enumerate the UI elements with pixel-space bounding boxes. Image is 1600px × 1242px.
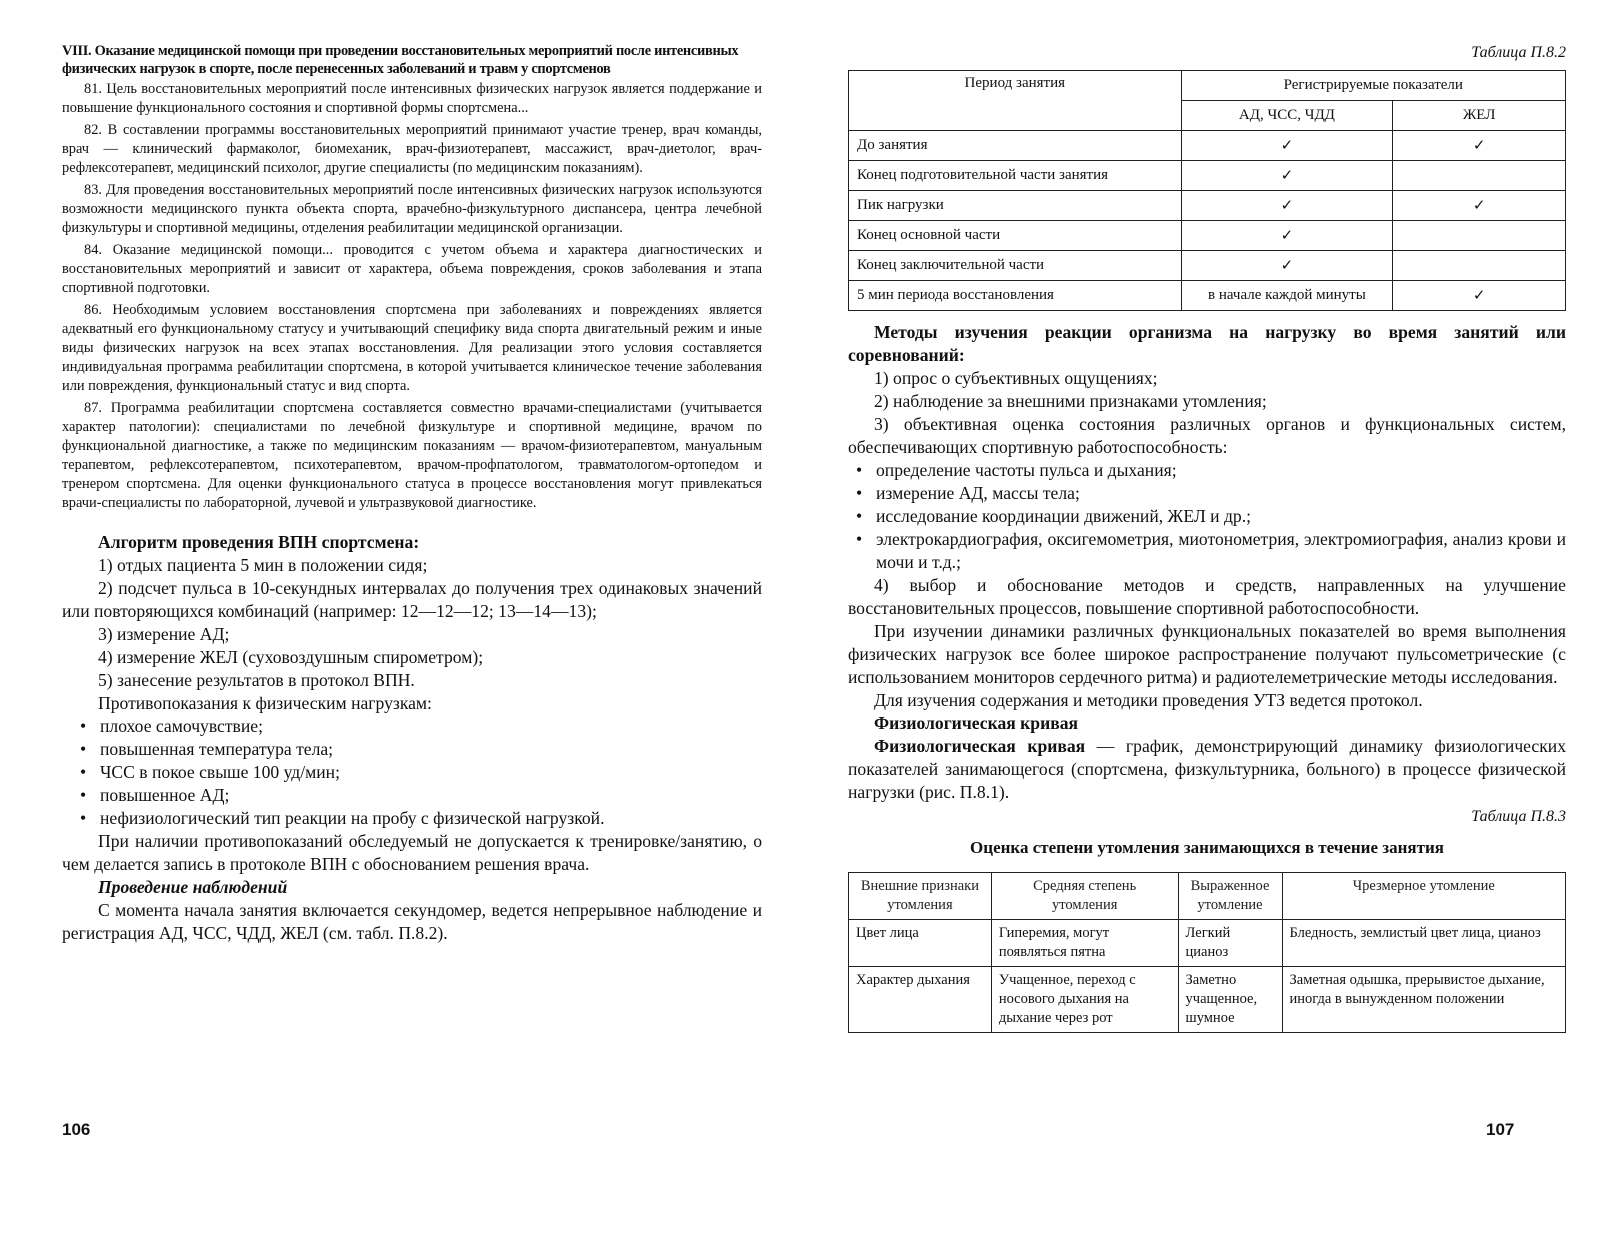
table-83-cell: Легкий цианоз: [1178, 920, 1282, 967]
curve-heading: Физиологическая кривая: [874, 713, 1079, 733]
checkmark-icon: ✓: [1181, 191, 1393, 221]
methods-bullet: • определение частоты пульса и дыхания;: [850, 459, 1566, 482]
checkmark-icon: ✓: [1181, 161, 1393, 191]
table-82-period-cell: Конец заключительной части: [849, 251, 1182, 281]
right-text-column: [848, 42, 1566, 1033]
page-number-left: 106: [62, 1120, 91, 1139]
page-number-right: 107: [1486, 1120, 1515, 1139]
algorithm-step: 2) подсчет пульса в 10-секундных интервалах до получения трех одинаковых значений или повторяющихся комбинаций (например: 12—12—12; 13—14—13);: [62, 578, 762, 621]
right-page: [800, 0, 1600, 1242]
table-row: [849, 191, 1566, 221]
algorithm-steps: [62, 554, 762, 692]
checkmark-icon: ✓: [1393, 131, 1566, 161]
checkmark-icon: ✓: [1181, 251, 1393, 281]
table-row: [849, 161, 1566, 191]
table-83-header-row: [849, 873, 1566, 920]
checkmark-icon: ✓: [1181, 221, 1393, 251]
algorithm-step: 4) измерение ЖЕЛ (суховоздушным спирометром);: [98, 647, 484, 667]
contraindication-item: • повышенная температура тела;: [74, 738, 762, 761]
methods-bullets: [848, 459, 1566, 574]
table-82-period-cell: До занятия: [849, 131, 1182, 161]
checkmark-icon: ✓: [1181, 131, 1393, 161]
methods-bullet: • исследование координации движений, ЖЕЛ и др.;: [850, 505, 1566, 528]
methods-item: 2) наблюдение за внешними признаками утомления;: [874, 391, 1267, 411]
curve-term: Физиологическая кривая: [874, 736, 1086, 756]
table-83-cell: Заметно учащенное, шумное: [1178, 967, 1282, 1033]
numbered-paragraphs: [62, 80, 762, 513]
methods-item: 1) опрос о субъективных ощущениях;: [874, 368, 1158, 388]
table-83-header-cell: Средняя степень утомления: [991, 873, 1178, 920]
table-83-cell: Учащенное, переход с носового дыхания на дыхание через рот: [991, 967, 1178, 1033]
paragraph-81: 81. Цель восстановительных мероприятий после интенсивных физических нагрузок является поддержание и повышение функционального состояния и спортивной формы спортсмена...: [62, 81, 762, 116]
methods-item: 4) выбор и обоснование методов и средств, направленных на улучшение восстановительных процессов, повышение спортивной работоспособности.: [848, 575, 1566, 618]
methods-bullet: • измерение АД, массы тела;: [850, 482, 1566, 505]
table-83-header-cell: Чрезмерное утомление: [1282, 873, 1566, 920]
table-82-header-sub2: ЖЕЛ: [1393, 101, 1566, 131]
paragraph-83: 83. Для проведения восстановительных мероприятий после интенсивных физических нагрузок используются возможности медицинского пункта объекта спорта, врачебно-физкультурного диспансера, центра лечебной физкультуры и спортивной медицины, отделения реабилитации медицинской организации.: [62, 182, 762, 236]
contraindication-item: • повышенное АД;: [74, 784, 762, 807]
table-83-cell: Цвет лица: [849, 920, 992, 967]
table-82-period-cell: Конец основной части: [849, 221, 1182, 251]
observation-text: С момента начала занятия включается секундомер, ведется непрерывное наблюдение и регистрация АД, ЧСС, ЧДД, ЖЕЛ (см. табл. П.8.2).: [62, 900, 762, 943]
table-82-caption: Таблица П.8.2: [1471, 44, 1566, 61]
paragraph-82: 82. В составлении программы восстановительных мероприятий принимают участие тренер, врач команды, врач — клинический фармаколог, биомеханик, врач-физиотерапевт, массажист, врач-диетолог, врач-рефлексотерапевт, медицинский психолог, другие специалисты (по медицинским показаниям).: [62, 122, 762, 176]
algorithm-heading: Алгоритм проведения ВПН спортсмена:: [98, 532, 420, 552]
protocol-paragraph: Для изучения содержания и методики проведения УТЗ ведется протокол.: [874, 690, 1423, 710]
left-text-column: [62, 42, 762, 945]
checkmark-icon: ✓: [1393, 281, 1566, 311]
checkmark-icon: ✓: [1393, 191, 1566, 221]
observation-heading: Проведение наблюдений: [98, 877, 288, 897]
table-83-cell: Бледность, землистый цвет лица, цианоз: [1282, 920, 1566, 967]
contraindication-item: • плохое самочувствие;: [74, 715, 762, 738]
methods-item: 3) объективная оценка состояния различных органов и функциональных систем, обеспечивающих спортивную работоспособность:: [848, 414, 1566, 457]
table-row: [849, 131, 1566, 161]
table-82-header-indicators: Регистрируемые показатели: [1181, 71, 1565, 101]
left-page: [0, 0, 790, 1242]
curve-definition-text: — график, демонстрирующий динамику физиологических показателей занимающегося (спортсмена, физкультурника, больного) в процессе физической нагрузки (рис. П.8.1).: [848, 736, 1566, 802]
table-row: [849, 281, 1566, 311]
table-83-cell: Характер дыхания: [849, 967, 992, 1033]
table-82-header-period: Период занятия: [849, 71, 1182, 131]
methods-heading: Методы изучения реакции организма на нагрузку во время занятий или соревнований:: [848, 322, 1566, 365]
table-83-cell: Заметная одышка, прерывистое дыхание, иногда в вынужденном положении: [1282, 967, 1566, 1033]
paragraph-87: 87. Программа реабилитации спортсмена составляется совместно врачами-специалистами (учитывается характер патологии): специалистами по лечебной физкультуре и спортивной медицине, врачом по функциональной диагностике, а также по медицинским показаниям — врачом-физиотерапевтом, мануальным терапевтом, рефлексотерапевтом, психотерапевтом, врачом-профпатологом, травматологом-ортопедом и тренером спортсмена. Для оценки функционального статуса в процессе восстановления могут привлекаться врачи-специалисты по лабораторной, лучевой и ультразвуковой диагностике.: [62, 400, 762, 511]
algorithm-step: 3) измерение АД;: [98, 624, 230, 644]
table-row: [849, 221, 1566, 251]
table-82-empty-cell: [1393, 221, 1566, 251]
table-82-period-cell: Пик нагрузки: [849, 191, 1182, 221]
algorithm-step: 1) отдых пациента 5 мин в положении сидя;: [98, 555, 428, 575]
contraindication-item: • нефизиологический тип реакции на пробу с физической нагрузкой.: [74, 807, 762, 830]
table-82-header-sub1: АД, ЧСС, ЧДД: [1181, 101, 1393, 131]
table-82-period-cell: 5 мин периода восстановления: [849, 281, 1182, 311]
table-83-cell: Гиперемия, могут появляться пятна: [991, 920, 1178, 967]
table-82-empty-cell: [1393, 161, 1566, 191]
contraindications-list: [62, 715, 762, 830]
methods-section: [848, 321, 1566, 804]
table-83-header-cell: Внешние признаки утомления: [849, 873, 992, 920]
paragraph-84: 84. Оказание медицинской помощи... проводится с учетом объема и характера диагностических и восстановительных мероприятий и зависит от характера, объема повреждения, сроков заболевания и этапа спортивной подготовки.: [62, 242, 762, 296]
contraindications-note: При наличии противопоказаний обследуемый не допускается к тренировке/занятию, о чем делается запись в протоколе ВПН с обоснованием решения врача.: [62, 831, 762, 874]
curve-definition: [848, 735, 1566, 804]
contraindication-item: • ЧСС в покое свыше 100 уд/мин;: [74, 761, 762, 784]
table-83: [848, 872, 1566, 1033]
table-82-period-cell: Конец подготовительной части занятия: [849, 161, 1182, 191]
table-row: [849, 251, 1566, 281]
table-82-note-cell: в начале каждой минуты: [1181, 281, 1393, 311]
table-83-title: Оценка степени утомления занимающихся в течение занятия: [970, 838, 1444, 857]
paragraph-86: 86. Необходимым условием восстановления спортсмена при заболеваниях и повреждениях является адекватный его функциональному статусу и учитывающий специфику вида спорта двигательный режим и иные виды физических нагрузок на всех этапах восстановления. Для реализации этого условия составляется индивидуальная программа реабилитации спортсмена, в которой учитывается клиническое течение заболевания или повреждения, функциональный статус и вид спорта.: [62, 302, 762, 394]
table-row: [849, 920, 1566, 967]
table-83-caption: Таблица П.8.3: [1471, 808, 1566, 825]
table-82: [848, 70, 1566, 311]
methods-bullet: • электрокардиография, оксигемометрия, миотонометрия, электромиография, анализ крови и мочи и т.д.;: [850, 528, 1566, 574]
algorithm-section: [62, 531, 762, 945]
table-83-header-cell: Выраженное утомление: [1178, 873, 1282, 920]
algorithm-step: 5) занесение результатов в протокол ВПН.: [98, 670, 415, 690]
dynamics-paragraph: При изучении динамики различных функциональных показателей во время выполнения физических нагрузок все более широкое распространение получают пульсометрические (с использованием мониторов сердечного ритма) и радиотелеметрические методы исследования.: [848, 621, 1566, 687]
table-row: [849, 967, 1566, 1033]
table-82-empty-cell: [1393, 251, 1566, 281]
contraindications-intro: Противопоказания к физическим нагрузкам:: [98, 693, 432, 713]
section-heading: VIII. Оказание медицинской помощи при проведении восстановительных мероприятий после интенсивных физических нагрузок в спорте, после перенесенных заболеваний и травм у спортсменов: [62, 43, 739, 77]
